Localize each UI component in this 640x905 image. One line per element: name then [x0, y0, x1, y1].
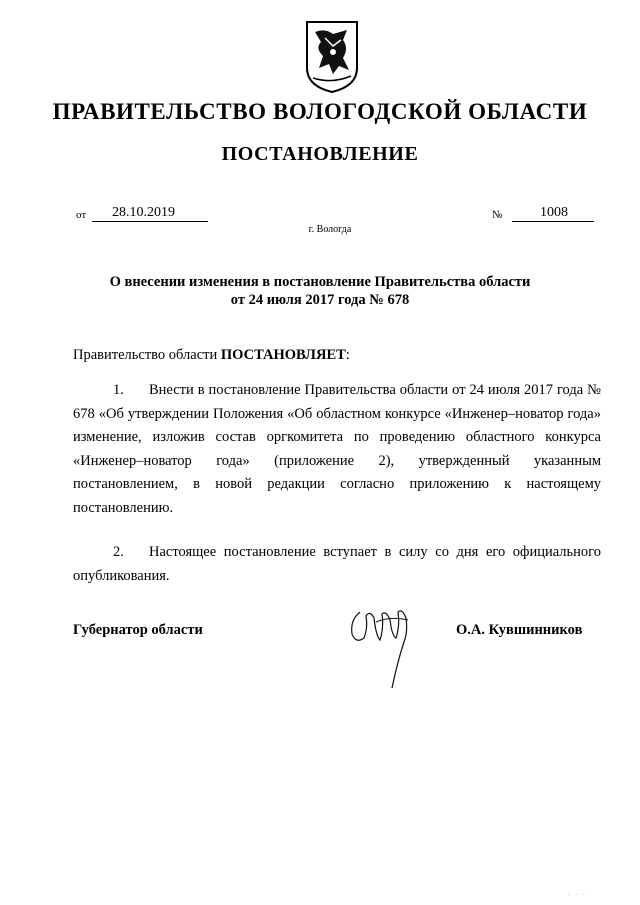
- scan-mark: · · ·: [568, 892, 587, 898]
- coat-of-arms-icon: [303, 18, 361, 94]
- signatory-title: Губернатор области: [73, 622, 203, 638]
- item-1-text: Внести в постановление Правительства области от 24 июля 2017 года № 678 «Об утверждении Положения «Об областном конкурсе «Инженер–новатор года» изменение, изложив состав оргкомитета по проведению областного конкурса «Инженер–новатор года» (приложение 2), утвержденный указанным постановлением, в новой редакции согласно приложению к настоящему постановлению.: [73, 382, 601, 516]
- document-date: 28.10.2019: [92, 205, 208, 222]
- item-2-text: Настоящее постановление вступает в силу со дня его официального опубликования.: [73, 544, 601, 584]
- document-type-title: ПОСТАНОВЛЕНИЕ: [221, 143, 419, 165]
- signatory-name: О.А. Кувшинников: [456, 622, 583, 638]
- document-subject: [60, 273, 580, 309]
- item-1-number: 1.: [113, 382, 124, 398]
- item-1: [73, 379, 601, 520]
- number-prefix: №: [492, 209, 503, 221]
- organization-title: ПРАВИТЕЛЬСТВО ВОЛОГОДСКОЙ ОБЛАСТИ: [52, 99, 588, 124]
- city: г. Вологда: [308, 224, 352, 235]
- preamble-end: :: [345, 347, 350, 363]
- date-prefix: от: [76, 209, 87, 221]
- handwritten-signature: [346, 598, 424, 690]
- item-2-number: 2.: [113, 544, 124, 560]
- subject-line-2: от 24 июля 2017 года № 678: [230, 292, 410, 308]
- preamble-text: Правительство области: [73, 347, 218, 363]
- preamble: [73, 346, 350, 364]
- document-number: 1008: [512, 205, 594, 222]
- preamble-bold: ПОСТАНОВЛЯЕТ: [220, 347, 346, 363]
- item-2: [73, 541, 601, 588]
- subject-line-1: О внесении изменения в постановление Правительства области: [109, 274, 531, 290]
